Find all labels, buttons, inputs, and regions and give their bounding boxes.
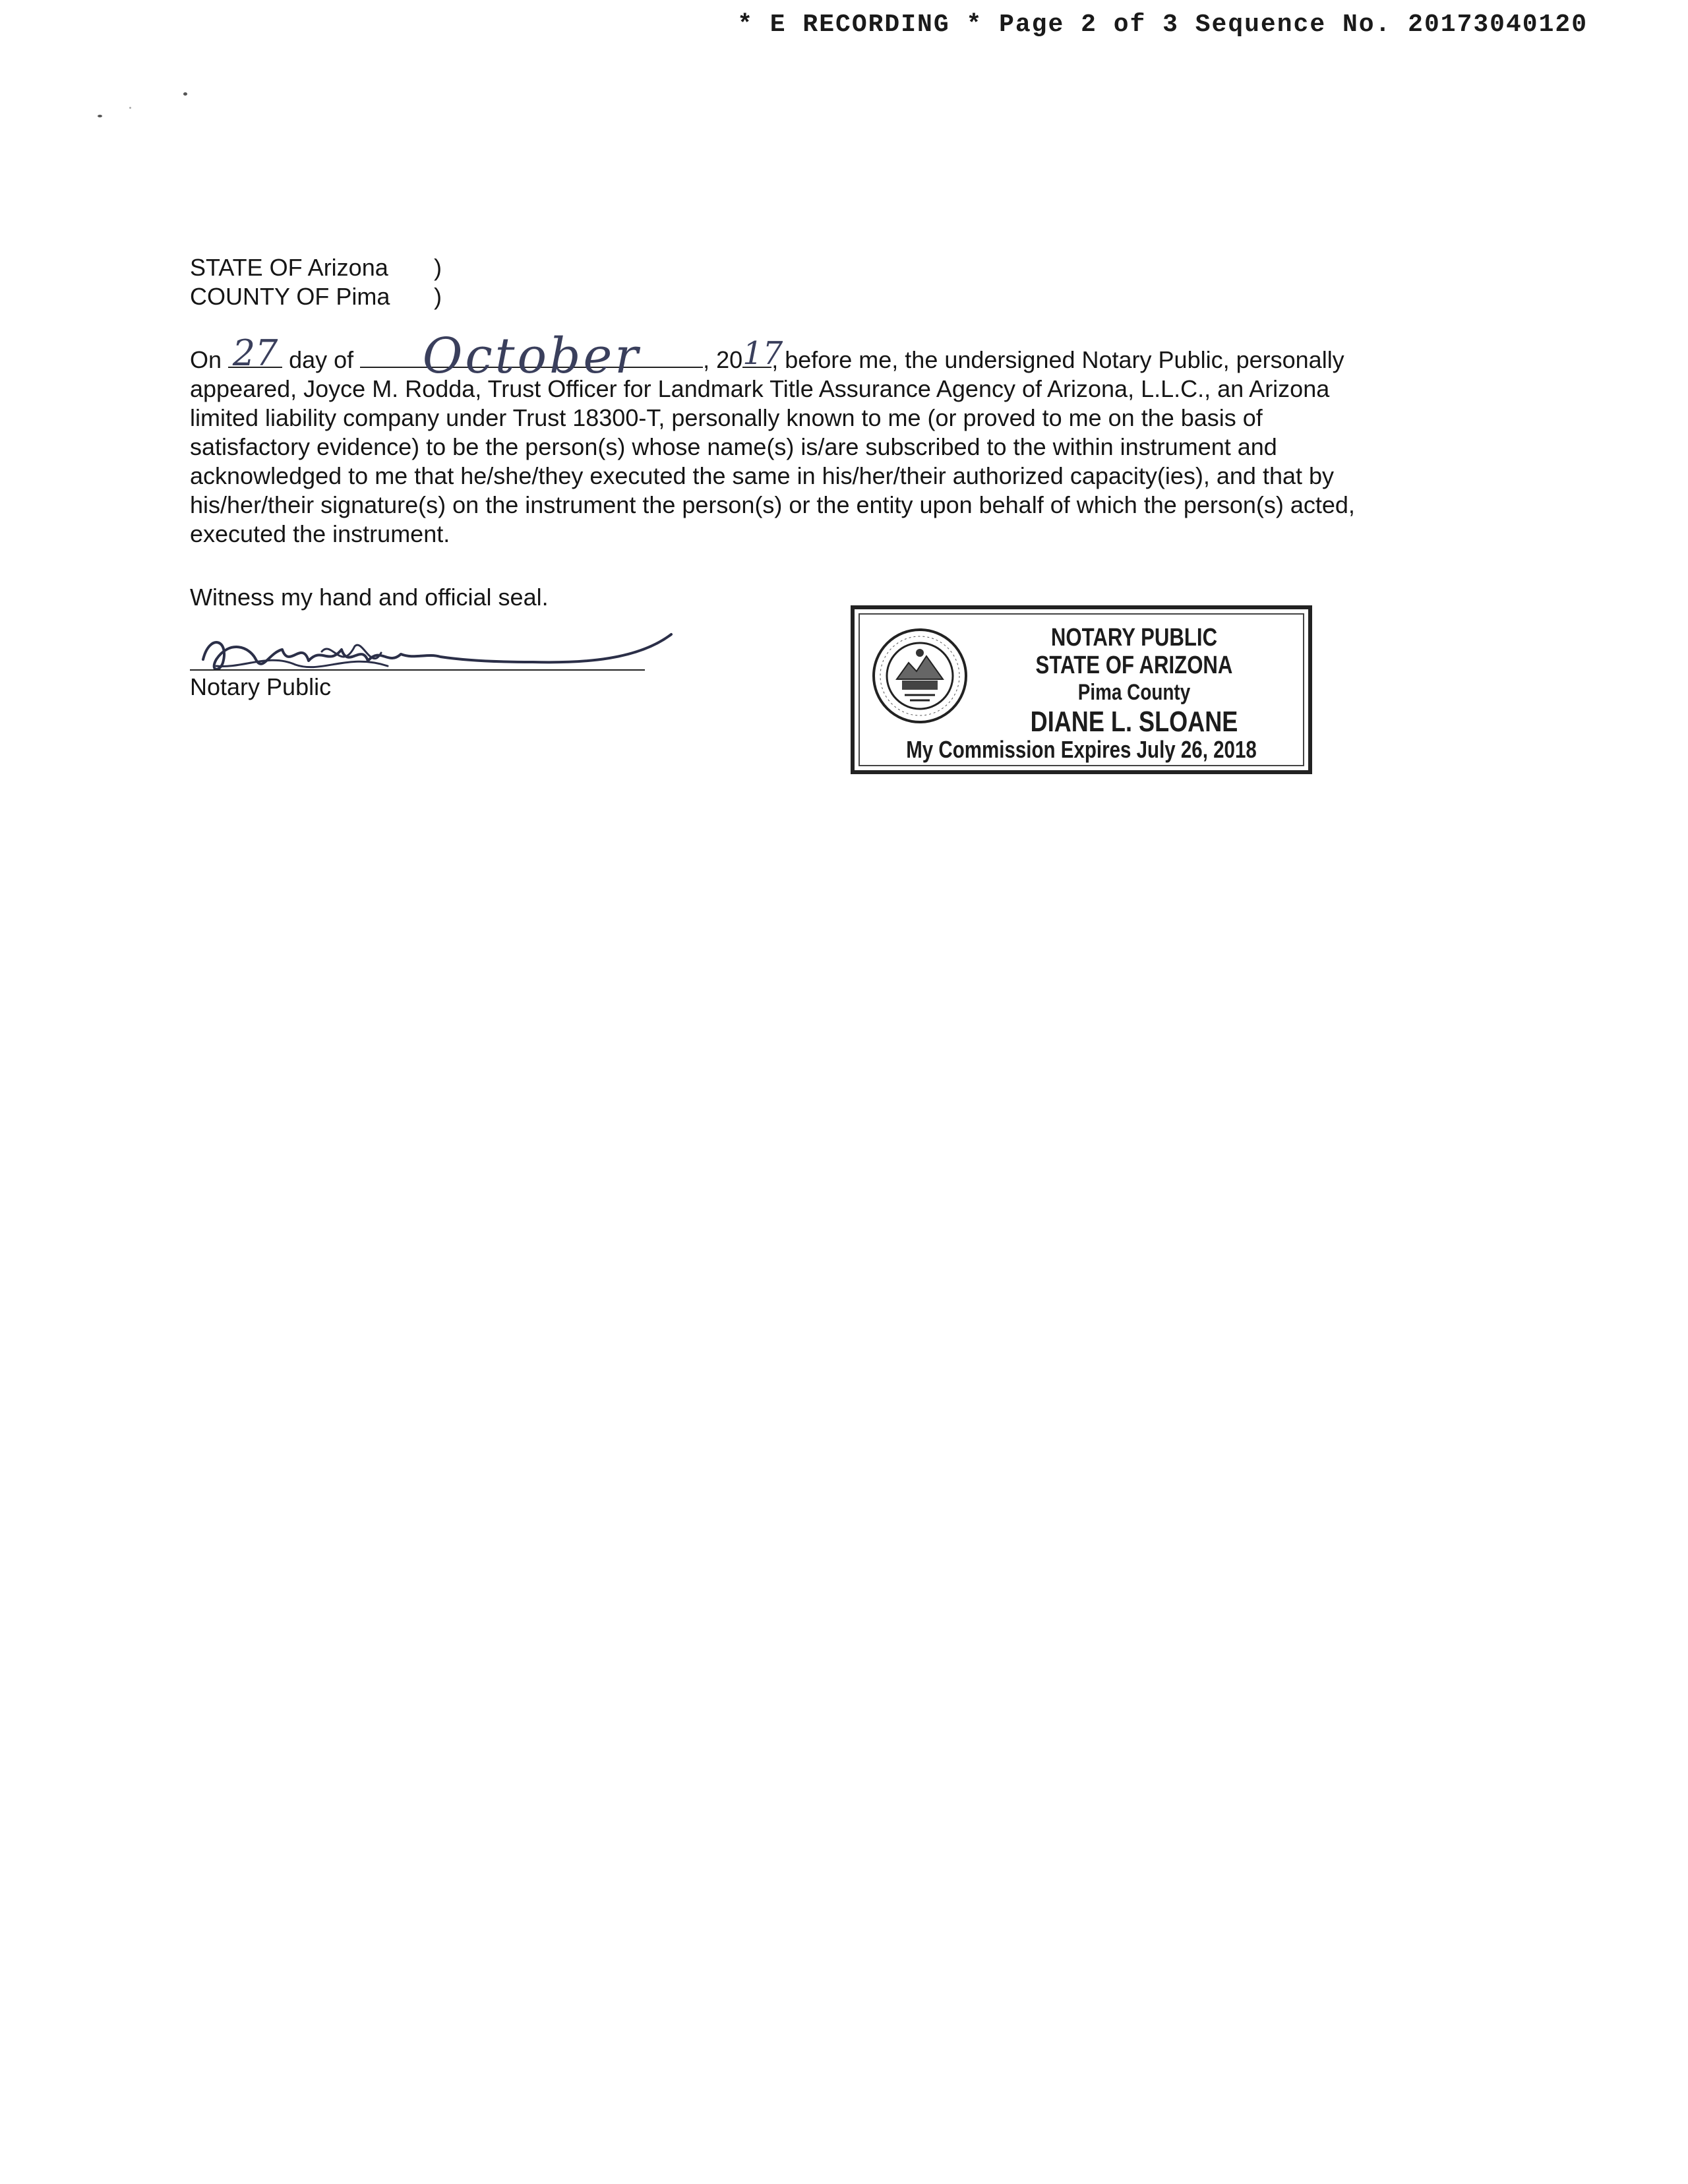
stamp-text-block <box>967 624 1302 739</box>
day-field <box>228 332 282 374</box>
county-label: COUNTY OF Pima <box>190 283 390 310</box>
scan-speck <box>98 115 102 117</box>
stamp-notary-name: DIANE L. SLOANE <box>1030 706 1238 738</box>
ack-line-3: limited liability company under Trust 18300-T, personally known to me (or proved to me on the basis of <box>190 404 1263 431</box>
notary-public-label: Notary Public <box>190 673 332 700</box>
day-handwritten: 27 <box>232 332 278 374</box>
ack-year-prefix: , 20 <box>703 346 743 373</box>
ack-day-of: day of <box>289 346 354 373</box>
ack-line-7: executed the instrument. <box>190 520 450 547</box>
month-field <box>360 328 703 384</box>
scan-speck <box>129 107 131 109</box>
ack-on: On <box>190 346 222 373</box>
venue-paren: ) <box>434 254 442 281</box>
state-label: STATE OF Arizona <box>190 254 388 281</box>
venue-block <box>190 253 447 311</box>
notary-stamp <box>851 605 1312 774</box>
year-field <box>742 335 783 372</box>
recording-header: * E RECORDING * Page 2 of 3 Sequence No. 20173040120 <box>737 11 1588 39</box>
stamp-title: NOTARY PUBLIC <box>1050 624 1218 652</box>
acknowledgment-paragraph <box>190 328 1482 549</box>
month-handwritten: October <box>422 328 641 384</box>
arizona-state-seal-icon <box>870 626 969 725</box>
venue-paren: ) <box>434 283 442 310</box>
ack-line-2: appeared, Joyce M. Rodda, Trust Officer for Landmark Title Assurance Agency of Arizona, L.L.C., an Arizona <box>190 375 1330 402</box>
ack-line-6: his/her/their signature(s) on the instrument the person(s) or the entity upon behalf of which the person(s) acted, <box>190 491 1355 518</box>
ack-line-5: acknowledged to me that he/she/they executed the same in his/her/their authorized capacity(ies), and that by <box>190 462 1335 489</box>
ack-line-1 <box>190 328 1482 384</box>
stamp-commission-expiry: My Commission Expires July 26, 2018 <box>906 736 1257 763</box>
ack-line-1-rest: , before me, the undersigned Notary Public, personally <box>771 346 1344 373</box>
witness-statement: Witness my hand and official seal. <box>190 584 549 611</box>
signature-line <box>190 669 645 671</box>
ack-line-4: satisfactory evidence) to be the person(s) whose name(s) is/are subscribed to the within instrument and <box>190 433 1277 460</box>
stamp-state: STATE OF ARIZONA <box>1035 652 1233 679</box>
stamp-county: Pima County <box>1077 680 1191 705</box>
year-handwritten: 17 <box>742 335 783 372</box>
scan-speck <box>183 92 187 96</box>
